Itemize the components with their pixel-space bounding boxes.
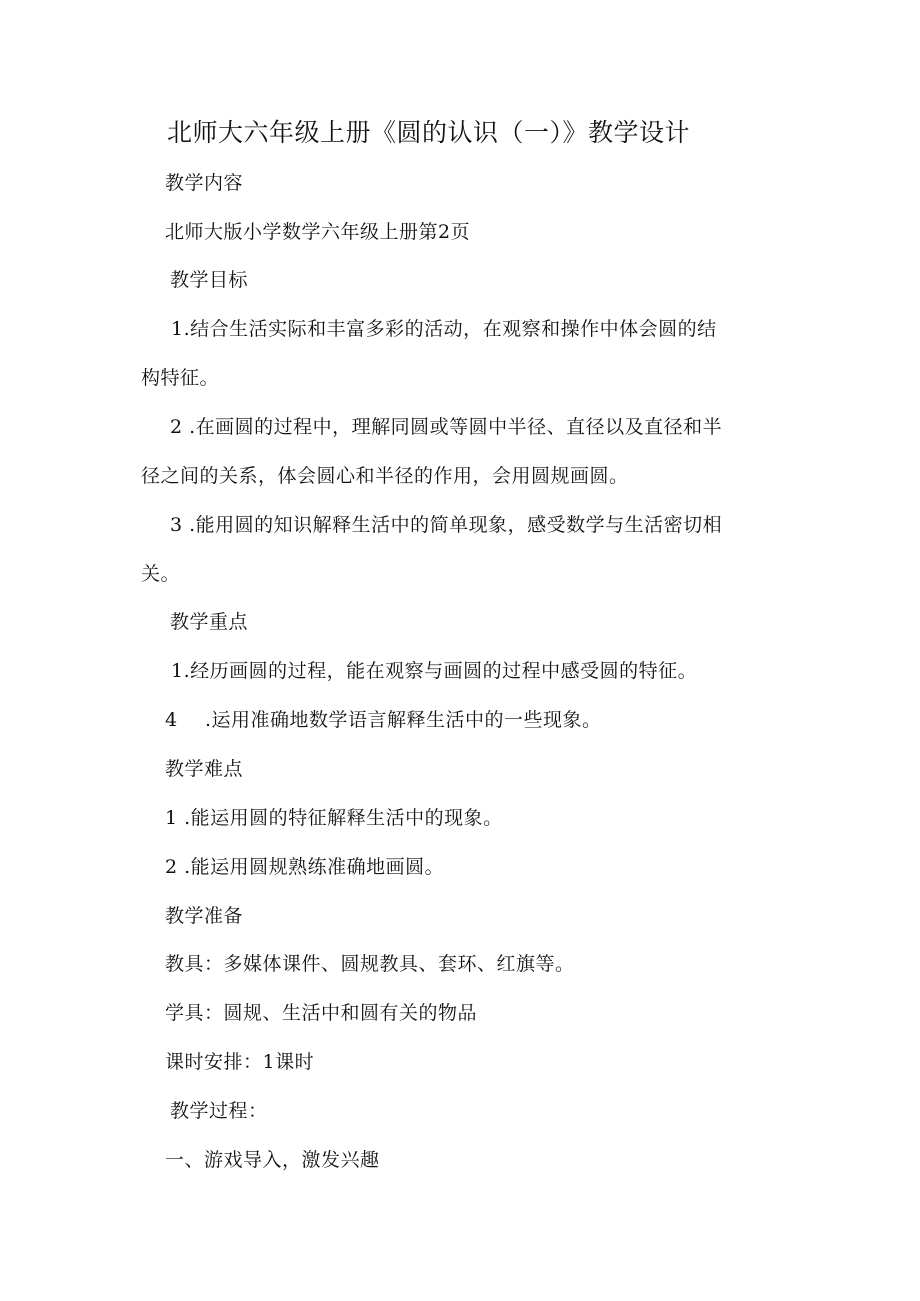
- page-title: 北师大六年级上册《圆的认识（一）》教学设计: [167, 118, 691, 147]
- objective-3-line-1: 3 .能用圆的知识解释生活中的简单现象，感受数学与生活密切相: [170, 514, 723, 536]
- objective-2-line-1: 2 .在画圆的过程中，理解同圆或等圆中半径、直径以及直径和半: [170, 416, 723, 438]
- key-point-1: 1.经历画圆的过程，能在观察与画圆的过程中感受圆的特征。: [171, 660, 698, 682]
- difficulties-heading: 教学难点: [165, 758, 244, 780]
- process-heading: 教学过程：: [170, 1100, 268, 1122]
- objectives-heading: 教学目标: [170, 269, 249, 291]
- content-text: 北师大版小学数学六年级上册第2页: [165, 221, 471, 243]
- objective-2-line-2: 径之间的关系，体会圆心和半径的作用，会用圆规画圆。: [141, 465, 629, 487]
- teacher-tools: 教具：多媒体课件、圆规教具、套环、红旗等。: [165, 953, 575, 975]
- class-schedule: 课时安排：1课时: [165, 1051, 315, 1073]
- objective-1-line-1: 1.结合生活实际和丰富多彩的活动，在观察和操作中体会圆的结: [171, 318, 717, 340]
- objective-3-line-2: 关。: [141, 563, 181, 585]
- objective-1-line-2: 构特征。: [141, 367, 220, 389]
- key-points-heading: 教学重点: [170, 611, 249, 633]
- key-point-2-number: 4: [165, 709, 178, 731]
- student-tools: 学具：圆规、生活中和圆有关的物品: [165, 1002, 478, 1024]
- preparation-heading: 教学准备: [165, 905, 244, 927]
- process-step-1: 一、游戏导入，激发兴趣: [165, 1149, 380, 1171]
- difficulty-1: 1 .能运用圆的特征解释生活中的现象。: [165, 807, 503, 829]
- key-point-2-text: .运用准确地数学语言解释生活中的一些现象。: [205, 709, 602, 731]
- content-heading: 教学内容: [165, 172, 244, 194]
- difficulty-2: 2 .能运用圆规熟练准确地画圆。: [165, 856, 445, 878]
